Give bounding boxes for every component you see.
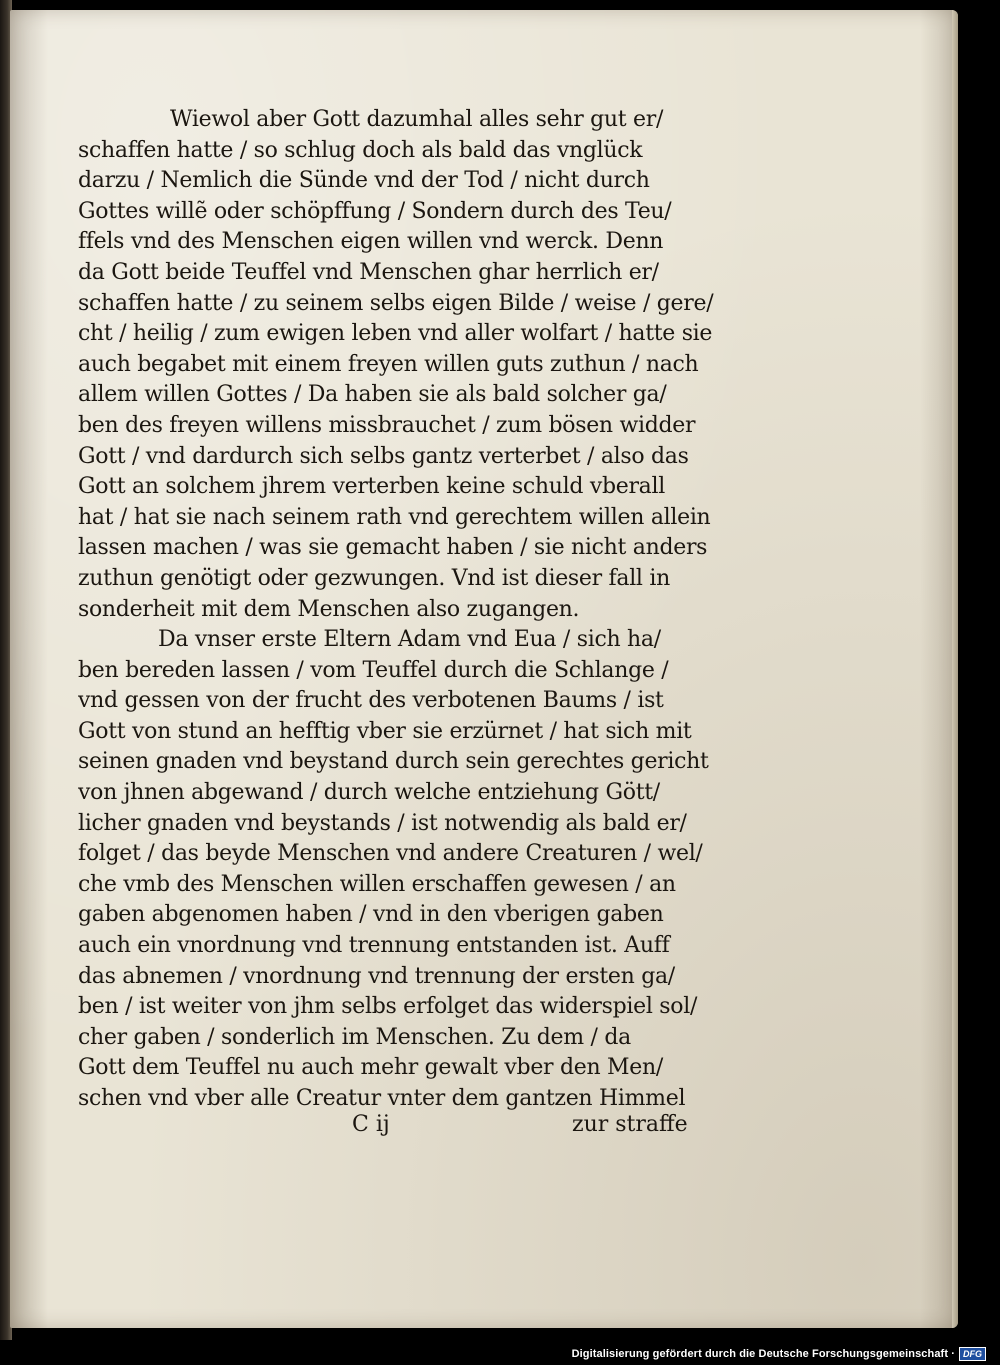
text-line: licher gnaden vnd beystands / ist notwendig als bald er/ xyxy=(78,810,687,836)
text-line: zuthun genötigt oder gezwungen. Vnd ist dieser fall in xyxy=(78,565,670,591)
text-line: folget / das beyde Menschen vnd andere Creaturen / wel/ xyxy=(78,841,703,867)
text-line: Da vnser erste Eltern Adam vnd Eua / sich ha/ xyxy=(158,627,661,653)
text-line: cht / heilig / zum ewigen leben vnd aller wolfart / hatte sie xyxy=(78,321,713,347)
text-line: darzu / Nemlich die Sünde vnd der Tod / nicht durch xyxy=(78,168,650,194)
funding-credit xyxy=(572,1347,986,1361)
text-line: Gottes willẽ oder schöpffung / Sondern durch des Teu/ xyxy=(78,198,672,224)
text-line: ben / ist weiter von jhm selbs erfolget das widerspiel sol/ xyxy=(78,994,698,1020)
text-line: lassen machen / was sie gemacht haben / sie nicht anders xyxy=(78,535,708,561)
body-text xyxy=(78,105,718,1115)
text-line: allem willen Gottes / Da haben sie als bald solcher ga/ xyxy=(78,382,667,408)
signature-mark: C ij xyxy=(352,1112,390,1137)
text-line: vnd gessen von der frucht des verbotenen Baums / ist xyxy=(78,688,664,714)
text-line: ffels vnd des Menschen eigen willen vnd werck. Denn xyxy=(78,229,664,255)
text-line: auch ein vnordnung vnd trennung entstanden ist. Auff xyxy=(78,933,670,959)
text-line: Gott von stund an hefftig vber sie erzürnet / hat sich mit xyxy=(78,718,692,744)
text-line: schen vnd vber alle Creatur vnter dem gantzen Himmel xyxy=(78,1086,686,1111)
text-line: che vmb des Menschen willen erschaffen gewesen / an xyxy=(78,871,676,897)
text-line: da Gott beide Teuffel vnd Menschen ghar herrlich er/ xyxy=(78,259,659,285)
text-line: auch begabet mit einem freyen willen guts zuthun / nach xyxy=(78,351,699,377)
text-line: schaffen hatte / so schlug doch als bald das vnglück xyxy=(78,137,643,163)
text-line: Wiewol aber Gott dazumhal alles sehr gut er/ xyxy=(170,107,664,132)
text-line: ben bereden lassen / vom Teuffel durch die Schlange / xyxy=(78,657,669,683)
page-footer xyxy=(10,1112,958,1144)
text-line: von jhnen abgewand / durch welche entziehung Gött/ xyxy=(78,780,660,806)
text-line: cher gaben / sonderlich im Menschen. Zu dem / da xyxy=(78,1024,631,1050)
text-line: Gott dem Teuffel nu auch mehr gewalt vber den Men/ xyxy=(78,1055,663,1081)
text-line: ben des freyen willens missbrauchet / zum bösen widder xyxy=(78,412,696,438)
text-line: das abnemen / vnordnung vnd trennung der ersten ga/ xyxy=(78,963,675,989)
text-line: Gott an solchem jhrem verterben keine schuld vberall xyxy=(78,474,665,500)
catchword: zur straffe xyxy=(572,1112,688,1137)
dfg-logo-icon: DFG xyxy=(959,1347,986,1361)
text-line: sonderheit mit dem Menschen also zugangen. xyxy=(78,596,580,622)
book-page xyxy=(10,10,958,1328)
text-line: schaffen hatte / zu seinem selbs eigen Bilde / weise / gere/ xyxy=(78,290,714,316)
funding-credit-text: Digitalisierung gefördert durch die Deutsche Forschungsgemeinschaft · xyxy=(571,1348,955,1360)
text-line: hat / hat sie nach seinem rath vnd gerechtem willen allein xyxy=(78,504,711,530)
text-line: gaben abgenomen haben / vnd in den vberigen gaben xyxy=(78,902,664,928)
text-line: Gott / vnd dardurch sich selbs gantz verterbet / also das xyxy=(78,443,689,469)
text-line: seinen gnaden vnd beystand durch sein gerechtes gericht xyxy=(78,749,709,775)
